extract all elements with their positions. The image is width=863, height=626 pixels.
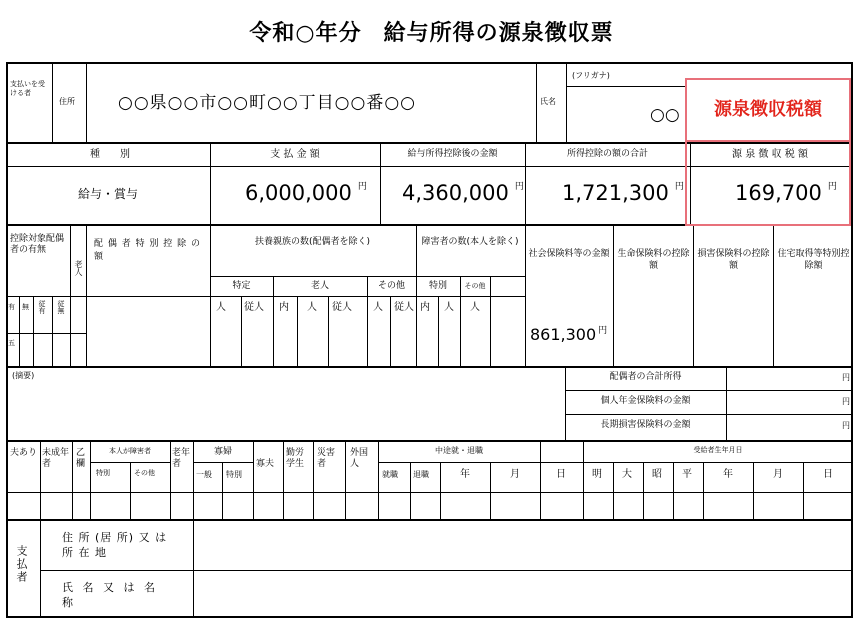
earthquake-insurance-header: 損害保険料の控除額: [697, 249, 770, 271]
unit: 人: [444, 302, 454, 313]
rule: [565, 390, 853, 391]
disabled-header: 障害者の数(本人を除く): [421, 237, 519, 247]
rule: [803, 462, 804, 519]
rule: [566, 86, 686, 87]
status-mid-leave: 退職: [413, 470, 429, 479]
rule: [643, 462, 644, 519]
rule: [70, 224, 71, 366]
birth-day: 日: [823, 469, 833, 480]
rule: [253, 440, 254, 519]
rule: [86, 224, 87, 366]
status-foreigner: 外国人: [350, 448, 369, 469]
unit: 人: [216, 302, 226, 313]
title-main: 給与所得の源泉徴収票: [383, 21, 614, 46]
status-minor: 未成年者: [42, 448, 70, 469]
rule: [536, 62, 537, 142]
rule: [390, 296, 391, 366]
withholding-highlight-label: 源泉徴収税額: [685, 78, 851, 142]
rule: [773, 224, 774, 366]
status-elderly: 老年者: [172, 448, 191, 469]
birth-meiji: 明: [592, 469, 602, 480]
disabled-sub-other: その他: [464, 282, 486, 290]
rule: [416, 224, 417, 366]
birth-taisho: 大: [622, 469, 632, 480]
rule: [72, 440, 73, 519]
after-deduction-value: 4,360,000 $^円$: [402, 181, 524, 205]
payment-value: 6,000,000 $^円$: [245, 181, 367, 205]
unit: 人: [307, 302, 317, 313]
status-disaster: 災害者: [317, 448, 336, 469]
dependents-sub-other: その他: [377, 281, 405, 291]
remarks-label: (摘要): [12, 371, 35, 380]
rule: [565, 414, 853, 415]
rule: [52, 62, 53, 142]
birth-heisei: 平: [682, 469, 692, 480]
status-mid-year-d: 日: [556, 469, 566, 480]
status-mid-year-y: 年: [460, 469, 470, 480]
rule: [193, 519, 194, 618]
unit: 従人: [244, 302, 264, 313]
unit: 内: [420, 302, 430, 313]
rule: [328, 296, 329, 366]
rule: [440, 462, 441, 519]
payer-address-label: 住 所 (居 所) 又 は 所 在 地: [62, 531, 168, 559]
rule: [490, 462, 491, 519]
birth-year: 年: [723, 469, 733, 480]
remarks-spouse-income: 配偶者の合計所得: [609, 372, 682, 382]
status-disabled-other: その他: [134, 469, 155, 477]
life-insurance-header: 生命保険料の控除額: [617, 249, 690, 271]
unit: 従人: [332, 302, 352, 313]
rule: [6, 296, 525, 297]
dependents-header: 扶養親族の数(配偶者を除く): [254, 237, 371, 247]
status-widow: 寡婦: [213, 447, 232, 457]
rule: [378, 462, 853, 463]
rule: [693, 224, 694, 366]
flag-yes: 有: [8, 303, 15, 311]
rule: [566, 62, 567, 142]
rule: [90, 440, 91, 519]
rule: [6, 492, 853, 493]
unit: 従人: [394, 302, 414, 313]
housing-loan-header: 住宅取得等特別控除額: [777, 249, 850, 271]
address-value: ○○県○○市○○町○○丁目○○番○○: [118, 93, 417, 113]
status-mid-year: 中途就・退職: [435, 446, 483, 455]
rule: [86, 62, 87, 142]
rule: [6, 440, 853, 442]
rule: [283, 440, 284, 519]
status-disabled-special: 特別: [96, 469, 110, 477]
status-widower: 寡夫: [256, 459, 275, 469]
rule: [6, 333, 86, 334]
spouse-special-header: 配 偶 者 特 別 控 除 の 額: [94, 239, 202, 262]
rule: [52, 296, 53, 366]
title-era: 令和○年分: [249, 21, 362, 46]
yen: 円: [842, 397, 850, 406]
birth-month: 月: [773, 469, 783, 480]
social-insurance-header: 社会保険料等の金額: [528, 249, 610, 259]
yen: 円: [842, 373, 850, 382]
rule: [297, 296, 298, 366]
rule: [613, 224, 614, 366]
remarks-pension: 個人年金保険料の金額: [600, 396, 691, 406]
rule: [193, 462, 253, 463]
deduction-total-header: 所得控除の額の合計: [566, 149, 648, 159]
spouse-target-header: 控除対象配偶者の有無: [10, 234, 65, 255]
rule: [40, 440, 41, 519]
rule: [410, 462, 411, 519]
rule: [345, 440, 346, 519]
status-mid-join: 就職: [382, 470, 398, 479]
name-label: 氏名: [540, 97, 556, 106]
rule: [313, 440, 314, 519]
rule: [490, 276, 491, 366]
rule: [525, 224, 526, 366]
dependents-sub-specific: 特定: [232, 281, 251, 291]
rule: [40, 519, 41, 618]
withholding-value: 169,700 $^円$: [735, 181, 837, 205]
status-widow-special: 特別: [226, 470, 242, 479]
flag-dep-no: 従無: [57, 300, 65, 314]
rule: [753, 462, 754, 519]
recipient-label: 支払いを受ける者: [10, 80, 45, 97]
deduction-total-value: 1,721,300 $^円$: [562, 181, 684, 205]
rule: [19, 296, 20, 366]
rule: [170, 440, 171, 519]
rule: [241, 296, 242, 366]
status-widow-general: 一般: [196, 470, 212, 479]
document-title: [0, 16, 863, 47]
status-otsu: 乙欄: [76, 448, 86, 469]
payer-name-label: 氏 名 又 は 名 称: [62, 581, 158, 609]
flag-row2: 五: [8, 339, 15, 347]
kind-value: 給与・賞与: [77, 187, 138, 201]
flag-dep-yes: 従有: [38, 300, 46, 314]
rule: [703, 462, 704, 519]
unit: 人: [373, 302, 383, 313]
rule: [726, 366, 727, 440]
name-value: ○○: [650, 105, 680, 125]
flag-no: 無: [22, 303, 29, 311]
payment-header: 支 払 金 額: [270, 149, 320, 160]
rule: [33, 296, 34, 366]
remarks-longterm: 長期損害保険料の金額: [600, 420, 691, 430]
rule: [613, 462, 614, 519]
disabled-sub-special: 特別: [428, 281, 447, 291]
unit: 内: [279, 302, 289, 313]
rule: [6, 519, 853, 521]
after-deduction-header: 給与所得控除後の金額: [407, 149, 498, 159]
rule: [130, 462, 131, 519]
birth-showa: 昭: [652, 469, 662, 480]
elderly-header: 老人: [74, 260, 83, 276]
rule: [438, 296, 439, 366]
kind-header: 種 別: [90, 149, 130, 160]
yen: 円: [842, 421, 850, 430]
rule: [222, 462, 223, 519]
status-disabled: 本人が障害者: [109, 447, 151, 455]
address-label: 住所: [59, 97, 75, 106]
social-insurance-value: 861,300 $^円$: [530, 325, 608, 344]
rule: [540, 440, 541, 519]
withholding-header: 源 泉 徴 収 税 額: [732, 149, 808, 160]
rule: [40, 570, 853, 571]
status-birth: 受給者生年月日: [693, 446, 743, 454]
rule: [673, 462, 674, 519]
rule: [210, 224, 211, 366]
status-student: 勤労学生: [286, 448, 305, 469]
furigana-label: (フリガナ): [572, 71, 610, 80]
status-husband: 夫あり: [10, 448, 38, 458]
payer-label: 支払者: [15, 545, 28, 584]
status-mid-year-m: 月: [510, 469, 520, 480]
unit: 人: [470, 302, 480, 313]
dependents-sub-elderly: 老人: [310, 281, 329, 291]
